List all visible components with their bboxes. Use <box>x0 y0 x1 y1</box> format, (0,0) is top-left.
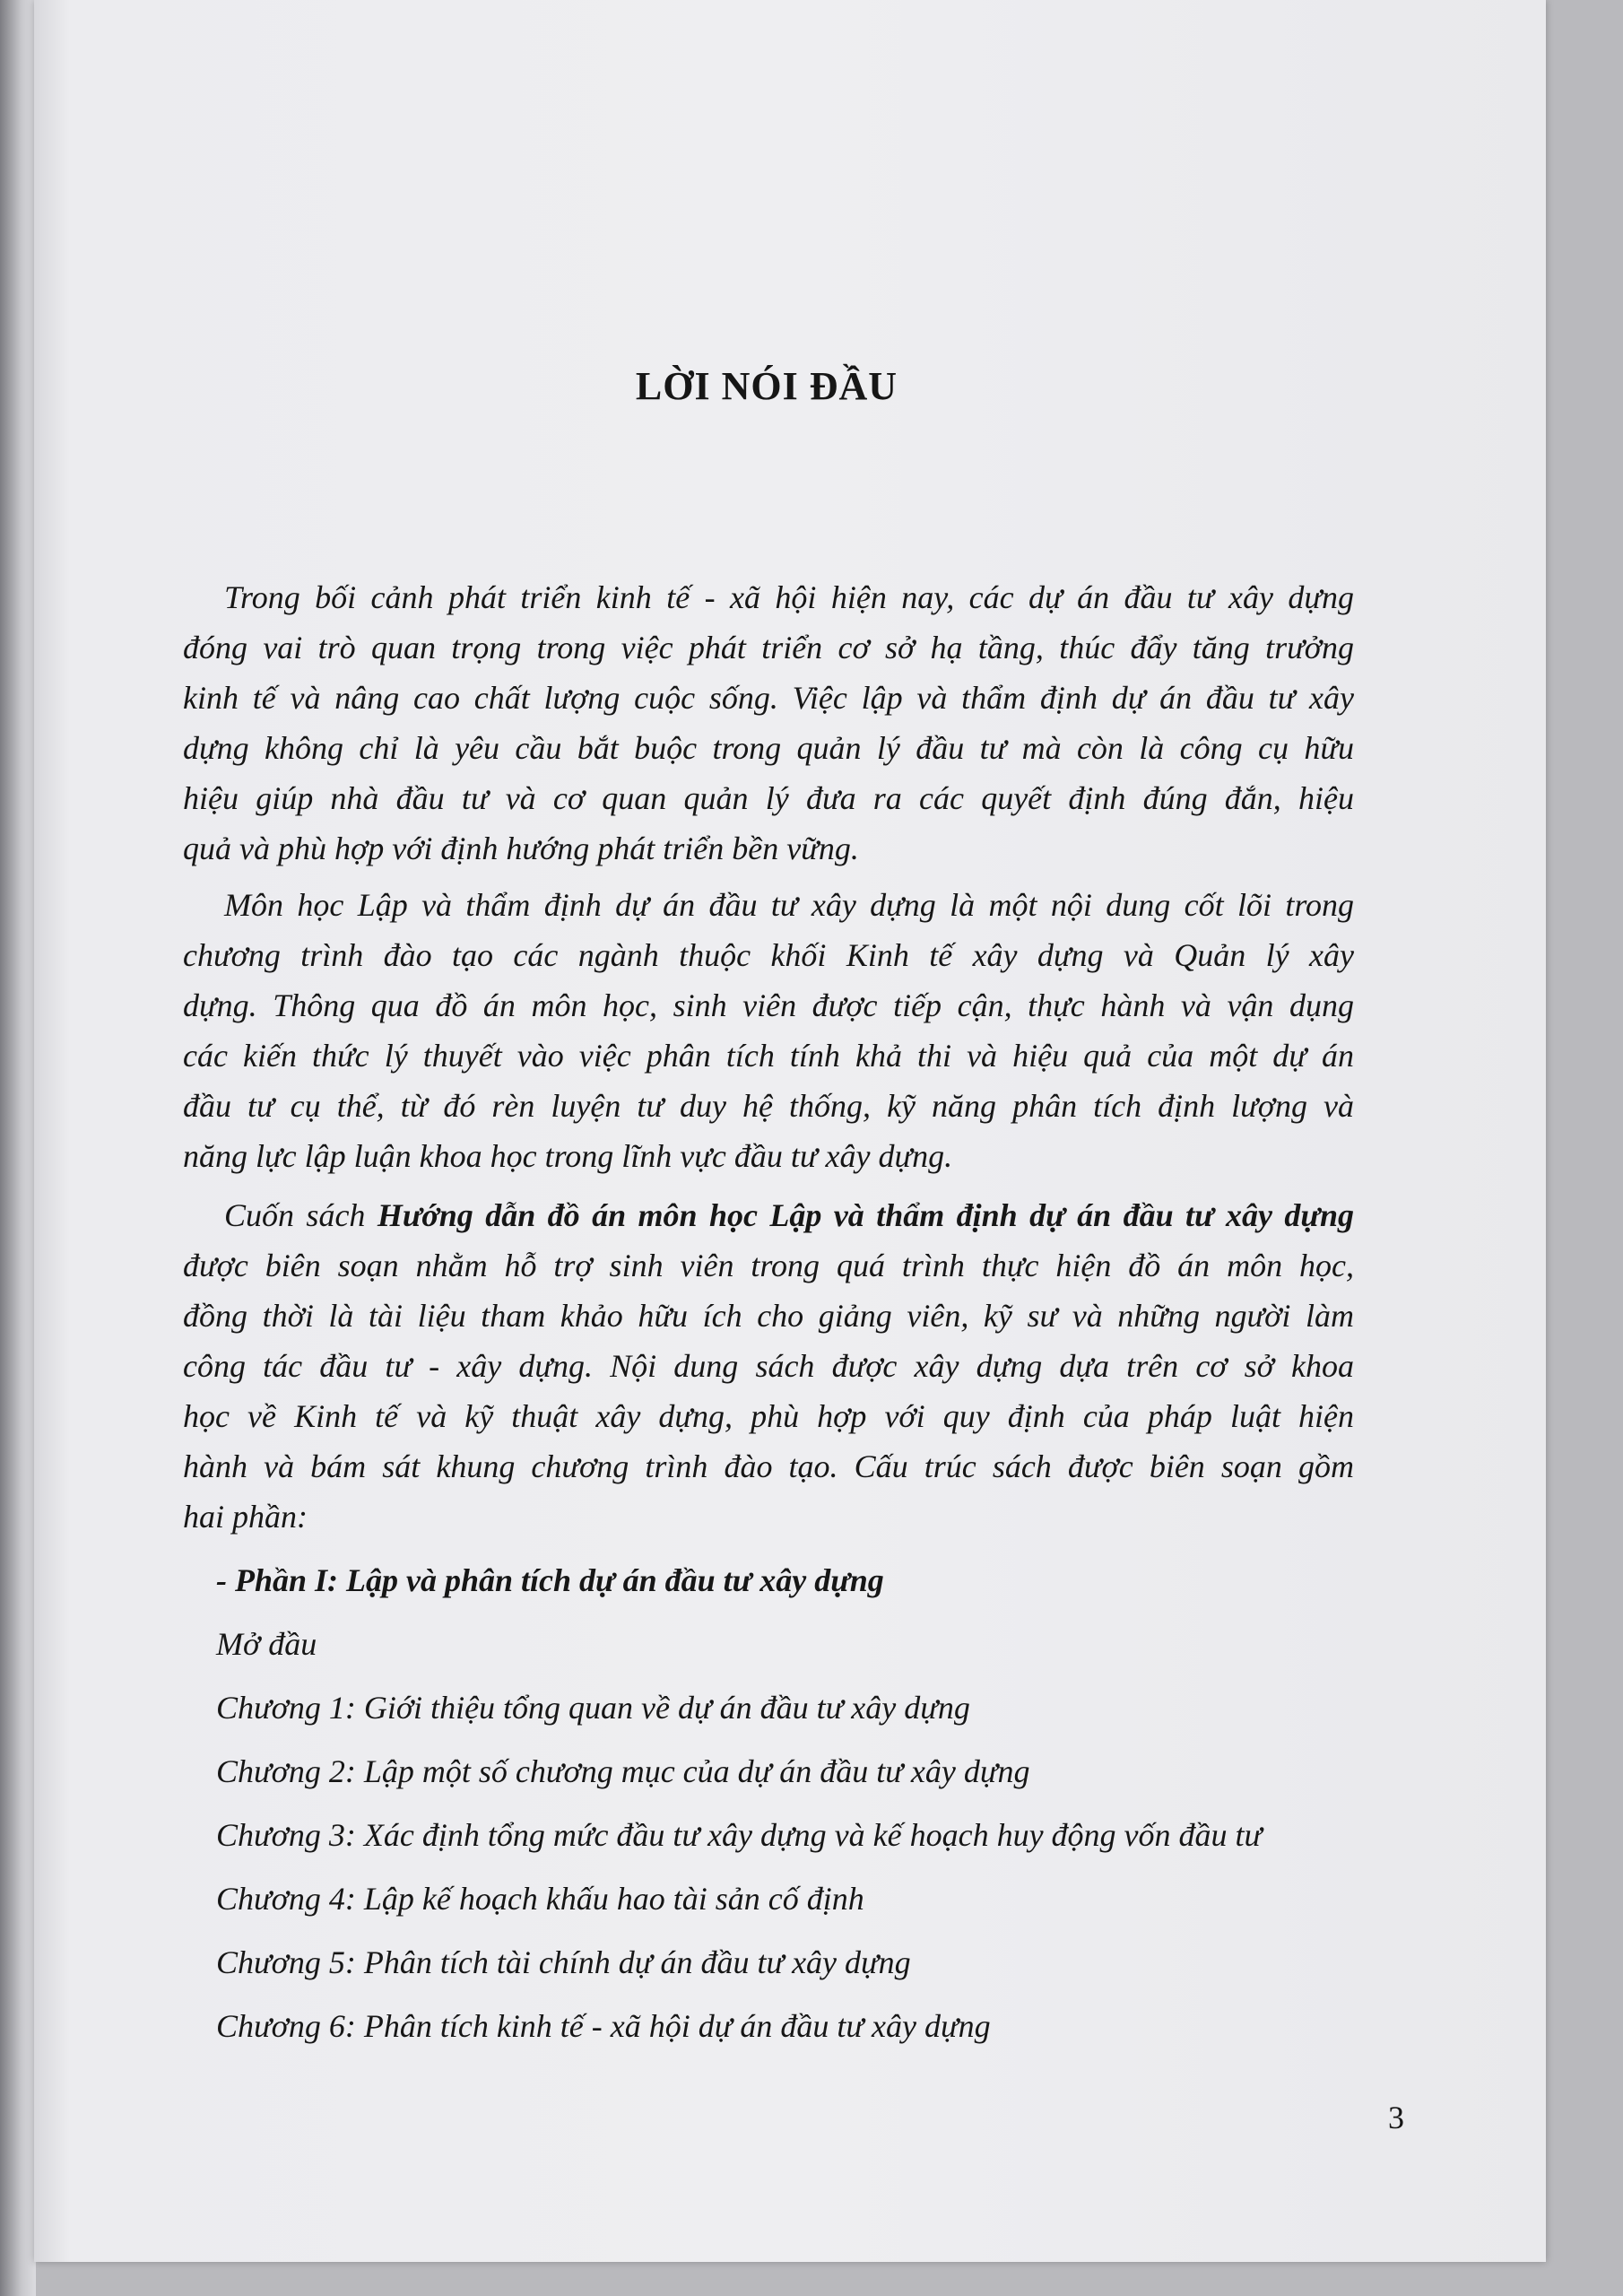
text-line: được biên soạn nhằm hỗ trợ sinh viên trong quá trình thực hiện đồ án môn học, <box>183 1248 1354 1283</box>
paragraph-1 <box>183 572 1354 874</box>
text-line: dựng. Thông qua đồ án môn học, sinh viên được tiếp cận, thực hành và vận dụng <box>183 987 1354 1023</box>
paragraph-2 <box>183 880 1354 1181</box>
text-line: quả và phù hợp với định hướng phát triển bền vững. <box>183 831 859 866</box>
text-line: các kiến thức lý thuyết vào việc phân tích tính khả thi và hiệu quả của một dự án <box>183 1038 1354 1074</box>
list-item: Chương 5: Phân tích tài chính dự án đầu tư xây dựng <box>216 1944 911 1980</box>
list-item: Chương 6: Phân tích kinh tế - xã hội dự án đầu tư xây dựng <box>216 2008 991 2044</box>
book-title-bold: Hướng dẫn đồ án môn học Lập và thẩm định dự án đầu tư xây dựng <box>377 1197 1355 1233</box>
book-spine <box>0 0 36 2296</box>
text-line: Môn học Lập và thẩm định dự án đầu tư xây dựng là một nội dung cốt lõi trong <box>224 887 1354 923</box>
text-line <box>183 1190 1354 1240</box>
text-line: kinh tế và nâng cao chất lượng cuộc sống. Việc lập và thẩm định dự án đầu tư xây <box>183 680 1354 716</box>
paragraph-3 <box>183 1190 1354 1542</box>
text-line: hai phần: <box>183 1499 308 1535</box>
text-line: đầu tư cụ thể, từ đó rèn luyện tư duy hệ thống, kỹ năng phân tích định lượng và <box>183 1088 1354 1124</box>
contents-list <box>216 1555 1262 2065</box>
text-line: học về Kinh tế và kỹ thuật xây dựng, phù hợp với quy định của pháp luật hiện <box>183 1398 1354 1434</box>
text-line: năng lực lập luận khoa học trong lĩnh vực đầu tư xây dựng. <box>183 1138 953 1174</box>
text-line: công tác đầu tư - xây dựng. Nội dung sách được xây dựng dựa trên cơ sở khoa <box>183 1348 1354 1384</box>
text-line: đóng vai trò quan trọng trong việc phát triển cơ sở hạ tầng, thúc đẩy tăng trưởng <box>183 630 1354 665</box>
text-line: chương trình đào tạo các ngành thuộc khối Kinh tế xây dựng và Quản lý xây <box>183 937 1354 973</box>
list-item: Chương 3: Xác định tổng mức đầu tư xây dựng và kế hoạch huy động vốn đầu tư <box>216 1817 1263 1853</box>
part-heading: - Phần I: Lập và phân tích dự án đầu tư xây dựng <box>216 1562 884 1598</box>
text-line: Trong bối cảnh phát triển kinh tế - xã hội hiện nay, các dự án đầu tư xây dựng <box>224 579 1354 615</box>
text-line: hành và bám sát khung chương trình đào tạo. Cấu trúc sách được biên soạn gồm <box>183 1448 1354 1484</box>
list-item: Chương 2: Lập một số chương mục của dự án đầu tư xây dựng <box>216 1753 1030 1789</box>
list-item: Chương 4: Lập kế hoạch khấu hao tài sản cố định <box>216 1881 864 1917</box>
list-item: Chương 1: Giới thiệu tổng quan về dự án đầu tư xây dựng <box>216 1690 970 1726</box>
page-title: LỜI NÓI ĐẦU <box>635 364 898 408</box>
text-line: dựng không chỉ là yêu cầu bắt buộc trong quản lý đầu tư mà còn là công cụ hữu <box>183 730 1354 766</box>
text-line: hiệu giúp nhà đầu tư và cơ quan quản lý đưa ra các quyết định đúng đắn, hiệu <box>183 780 1354 816</box>
text-line: đồng thời là tài liệu tham khảo hữu ích cho giảng viên, kỹ sư và những người làm <box>183 1298 1354 1334</box>
list-item: Mở đầu <box>216 1626 317 1662</box>
text-span: Cuốn sách <box>224 1197 378 1233</box>
page-number: 3 <box>1388 2100 1404 2135</box>
